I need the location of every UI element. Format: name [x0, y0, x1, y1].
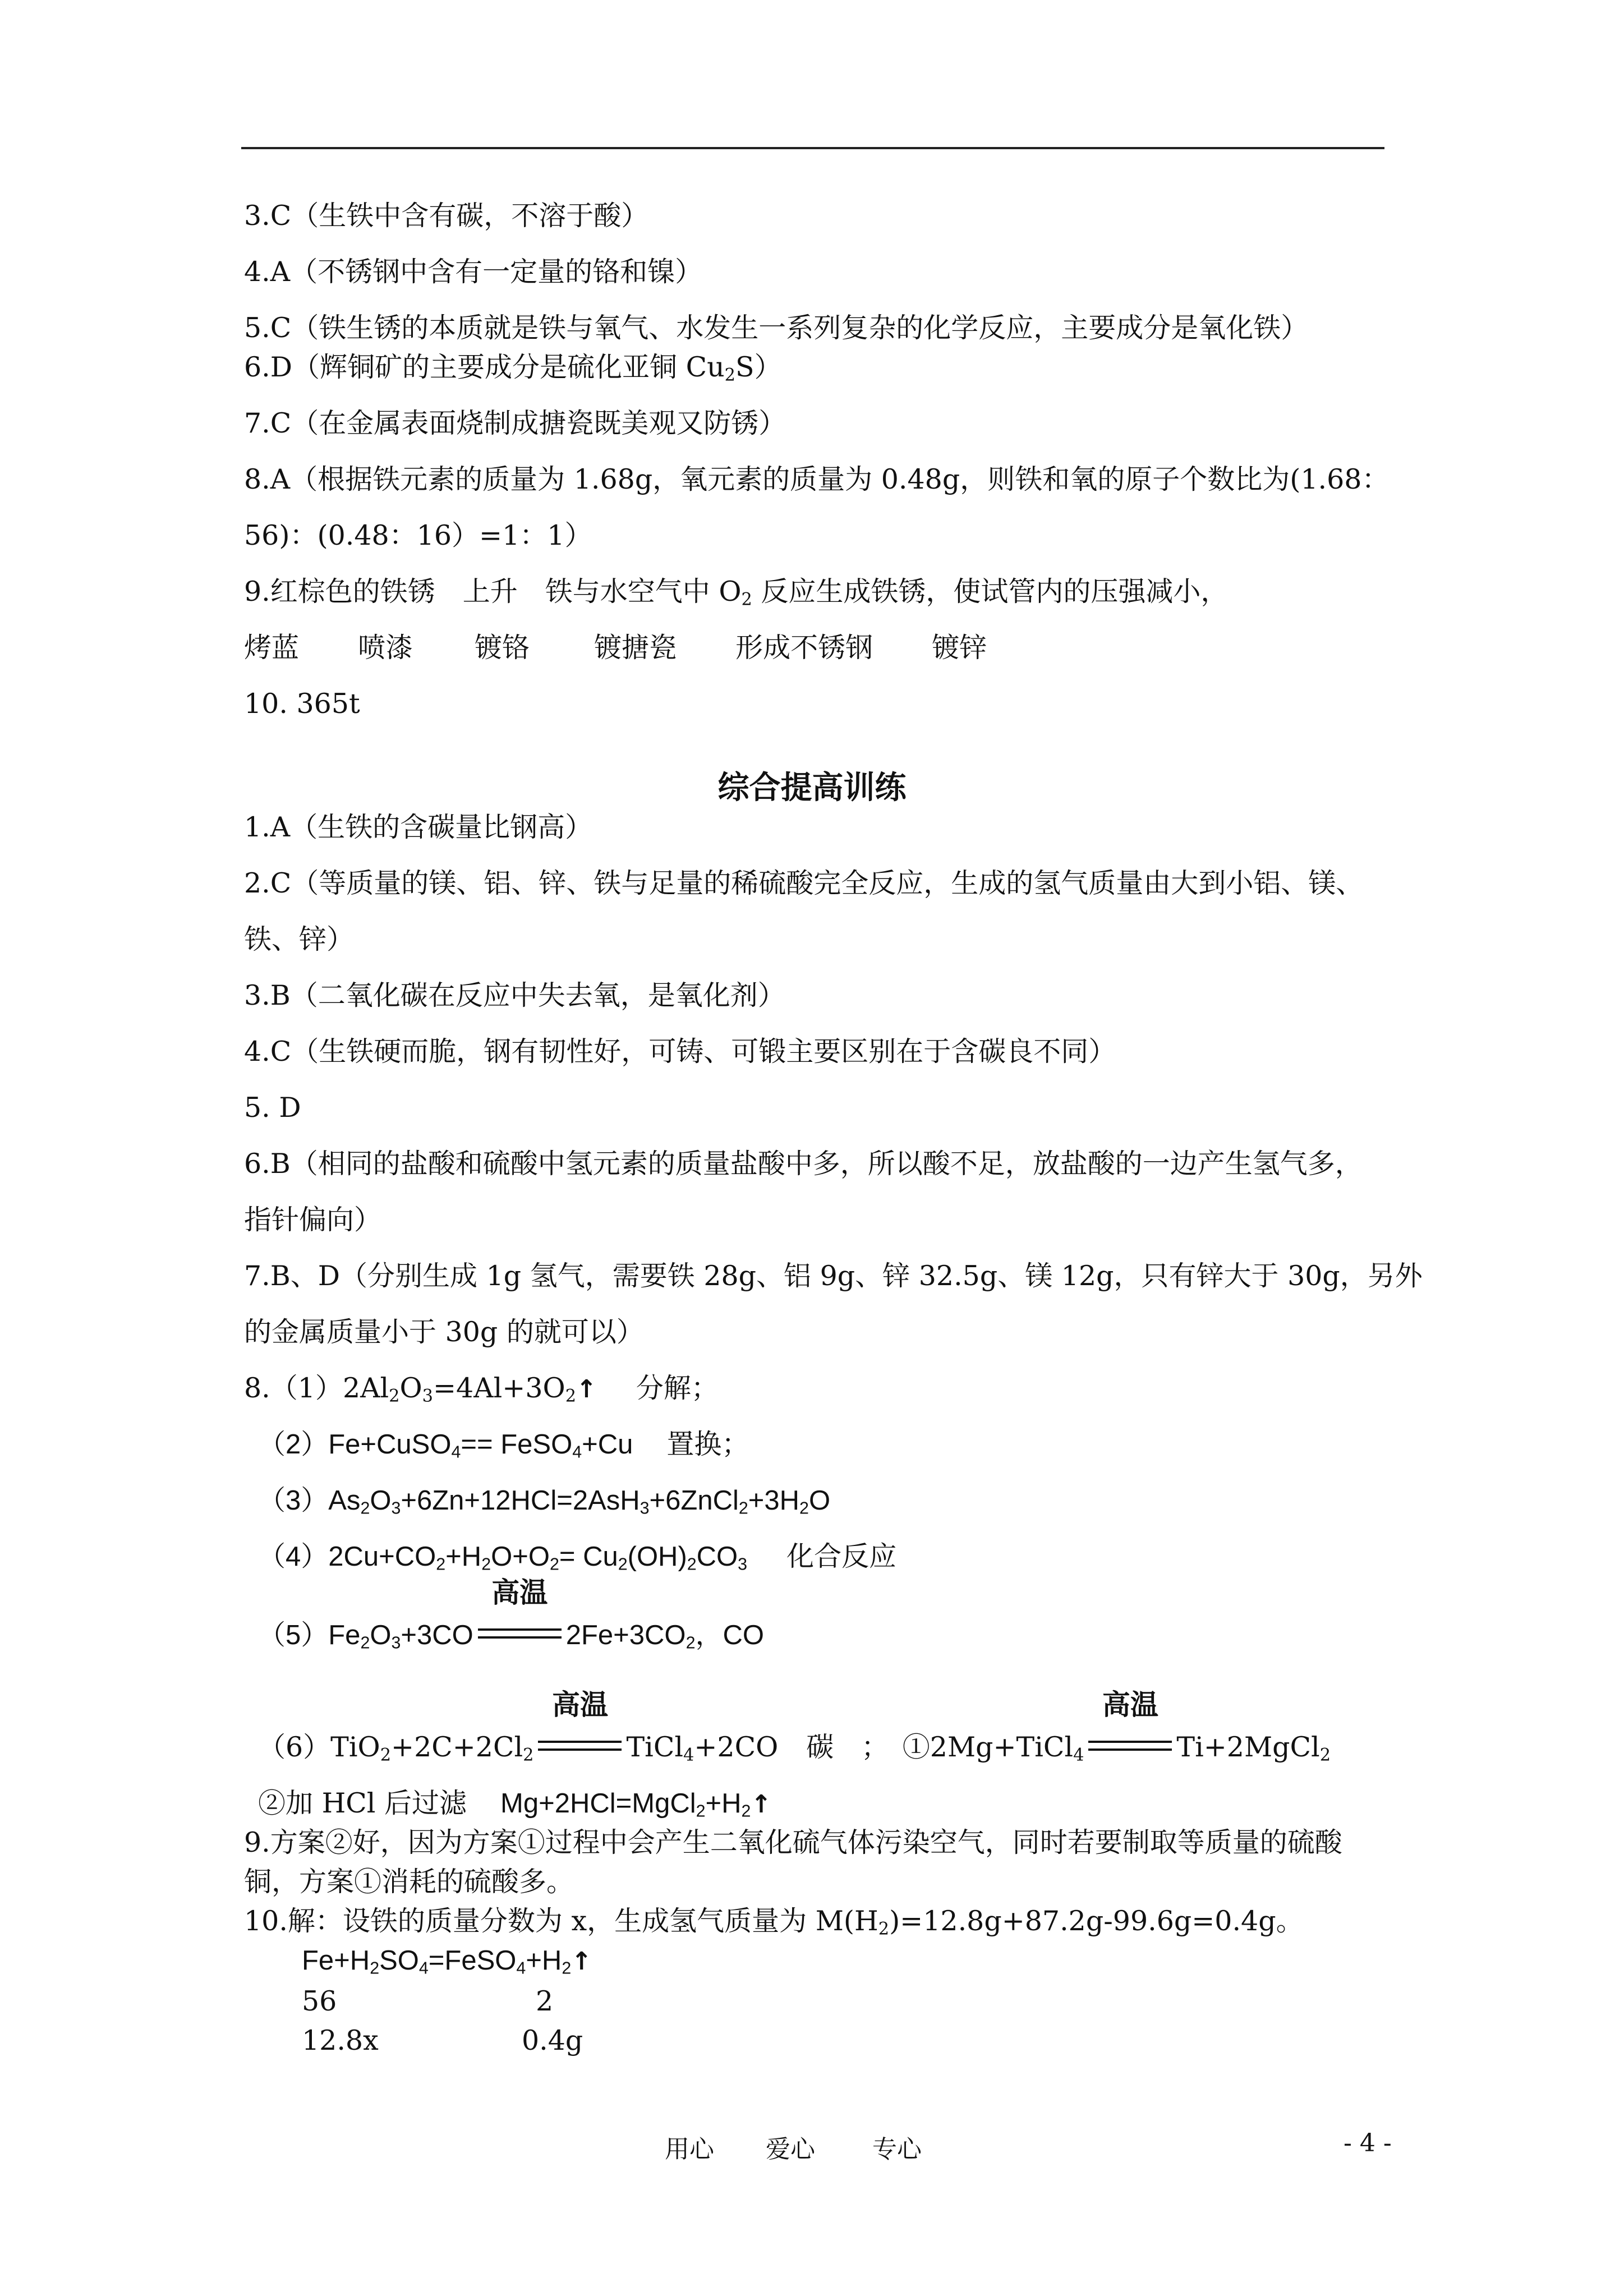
- answer-8-line1: 8.A（根据铁元素的质量为 1.68g，氧元素的质量为 0.48g，则铁和氧的原子个数比为(1.68：: [244, 463, 1390, 495]
- footer-motto-1: 用心: [665, 2135, 714, 2164]
- high-temp-condition: 高温: [473, 1621, 566, 1643]
- review-answer-8-2: （2）Fe+CuSO$_4$== FeSO$_4$+Cu 置换；: [258, 1429, 749, 1462]
- review-answer-5: 5. D: [244, 1092, 301, 1124]
- review-answer-6-line1: 6.B（相同的盐酸和硫酸中氢元素的质量盐酸中多，所以酸不足，放盐酸的一边产生氢气多，: [244, 1148, 1363, 1180]
- footer-motto-2: 爱心: [766, 2135, 815, 2164]
- review-answer-2-line2: 铁、锌）: [244, 923, 355, 955]
- review-answer-8-5: $(5)Fe_2O_3+3CO$ 高温 $2Fe+3CO_2$，CO: [258, 1576, 764, 1653]
- review-answer-3: 3.B（二氧化碳在反应中失去氧，是氧化剂）: [244, 979, 785, 1011]
- answer-7: 7.C（在金属表面烧制成搪瓷既美观又防锈）: [244, 407, 786, 439]
- answer-6: 6.D（辉铜矿的主要成分是硫化亚铜 $Cu_2S$）: [244, 351, 782, 385]
- calc-row-mass-h2: 0.4g: [522, 2024, 583, 2056]
- answer-3: 3.C（生铁中含有碳，不溶于酸）: [244, 200, 649, 232]
- calc-equation: $Fe+H_2SO_4=FeSO_4+H_2↑$: [302, 1945, 592, 1978]
- page-number: - 4 -: [1344, 2129, 1392, 2157]
- answer-5: 5.C（铁生锈的本质就是铁与氧气、水发生一系列复杂的化学反应，主要成分是氧化铁）: [244, 312, 1309, 344]
- high-temp-condition: 高温: [1084, 1733, 1176, 1755]
- answer-10: 10. 365t: [244, 688, 360, 720]
- review-answer-7-line2: 的金属质量小于 30g 的就可以）: [244, 1316, 644, 1348]
- section-title: 综合提高训练: [717, 770, 907, 806]
- calc-row-molar-h2: 2: [536, 1985, 554, 2017]
- calc-row-molar: 56: [302, 1985, 337, 2017]
- review-answer-8-6b: ②加 HCl 后过滤 $Mg+2HCl=MgCl_2+H_2↑$: [258, 1787, 772, 1821]
- footer-motto-3: 专心: [872, 2135, 922, 2164]
- high-temp-condition: 高温: [533, 1733, 626, 1755]
- review-answer-8-4: $(4)2Cu+CO_2+H_2O+O_2= Cu_2(OH)_2CO_3$ 化合反应: [258, 1542, 897, 1574]
- review-answer-2-line1: 2.C（等质量的镁、铝、锌、铁与足量的稀硫酸完全反应，生成的氢气质量由大到小铝、镁、: [244, 867, 1364, 899]
- review-answer-9-line1: 9.方案②好，因为方案①过程中会产生二氧化硫气体污染空气，同时若要制取等质量的硫酸: [244, 1826, 1342, 1858]
- header-rule: [241, 147, 1384, 149]
- review-answer-9-line2: 铜，方案①消耗的硫酸多。: [244, 1866, 574, 1898]
- review-answer-8-1: $8.(1)2Al_2O_3=4Al+3O_2↑$ 分解；: [244, 1372, 719, 1406]
- answer-9-line2: 烤蓝 喷漆 镀铬 镀搪瓷 形成不锈钢 镀锌: [244, 632, 987, 664]
- review-answer-7-line1: 7.B、D（分别生成 1g 氢气，需要铁 28g、铝 9g、锌 32.5g、镁 12g，只有锌大于 30g，另外: [244, 1260, 1423, 1292]
- answer-9-line1: 9.红棕色的铁锈 上升 铁与水空气中 $O_2$ 反应生成铁锈，使试管内的压强减小，: [244, 576, 1229, 610]
- answer-4: 4.A（不锈钢中含有一定量的铬和镍）: [244, 256, 703, 288]
- review-answer-4: 4.C（生铁硬而脆，钢有韧性好，可铸、可锻主要区别在于含碳良不同）: [244, 1036, 1116, 1068]
- review-answer-6-line2: 指针偏向）: [244, 1204, 382, 1236]
- review-answer-10-line1: 10.解：设铁的质量分数为 x，生成氢气质量为 $M(H_2)=12.8g+87.2g-99.6g=0.4g$。: [244, 1905, 1304, 1939]
- answer-8-line2: 56)：(0.48：16）=1：1）: [244, 519, 592, 551]
- review-answer-1: 1.A（生铁的含碳量比钢高）: [244, 811, 593, 843]
- review-answer-8-3: $(3)As_2O_3+6Zn+12HCl=2AsH_3+6ZnCl_2+3H_2O$: [258, 1485, 831, 1518]
- review-answer-8-6: $(6)TiO_2+2C+2Cl_2$ 高温 TiCl$_4$+2CO 碳 ； ①2Mg+TiCl$_4$ 高温 Ti+2MgCl$_2$: [258, 1688, 1331, 1765]
- calc-row-mass: 12.8x: [302, 2024, 379, 2056]
